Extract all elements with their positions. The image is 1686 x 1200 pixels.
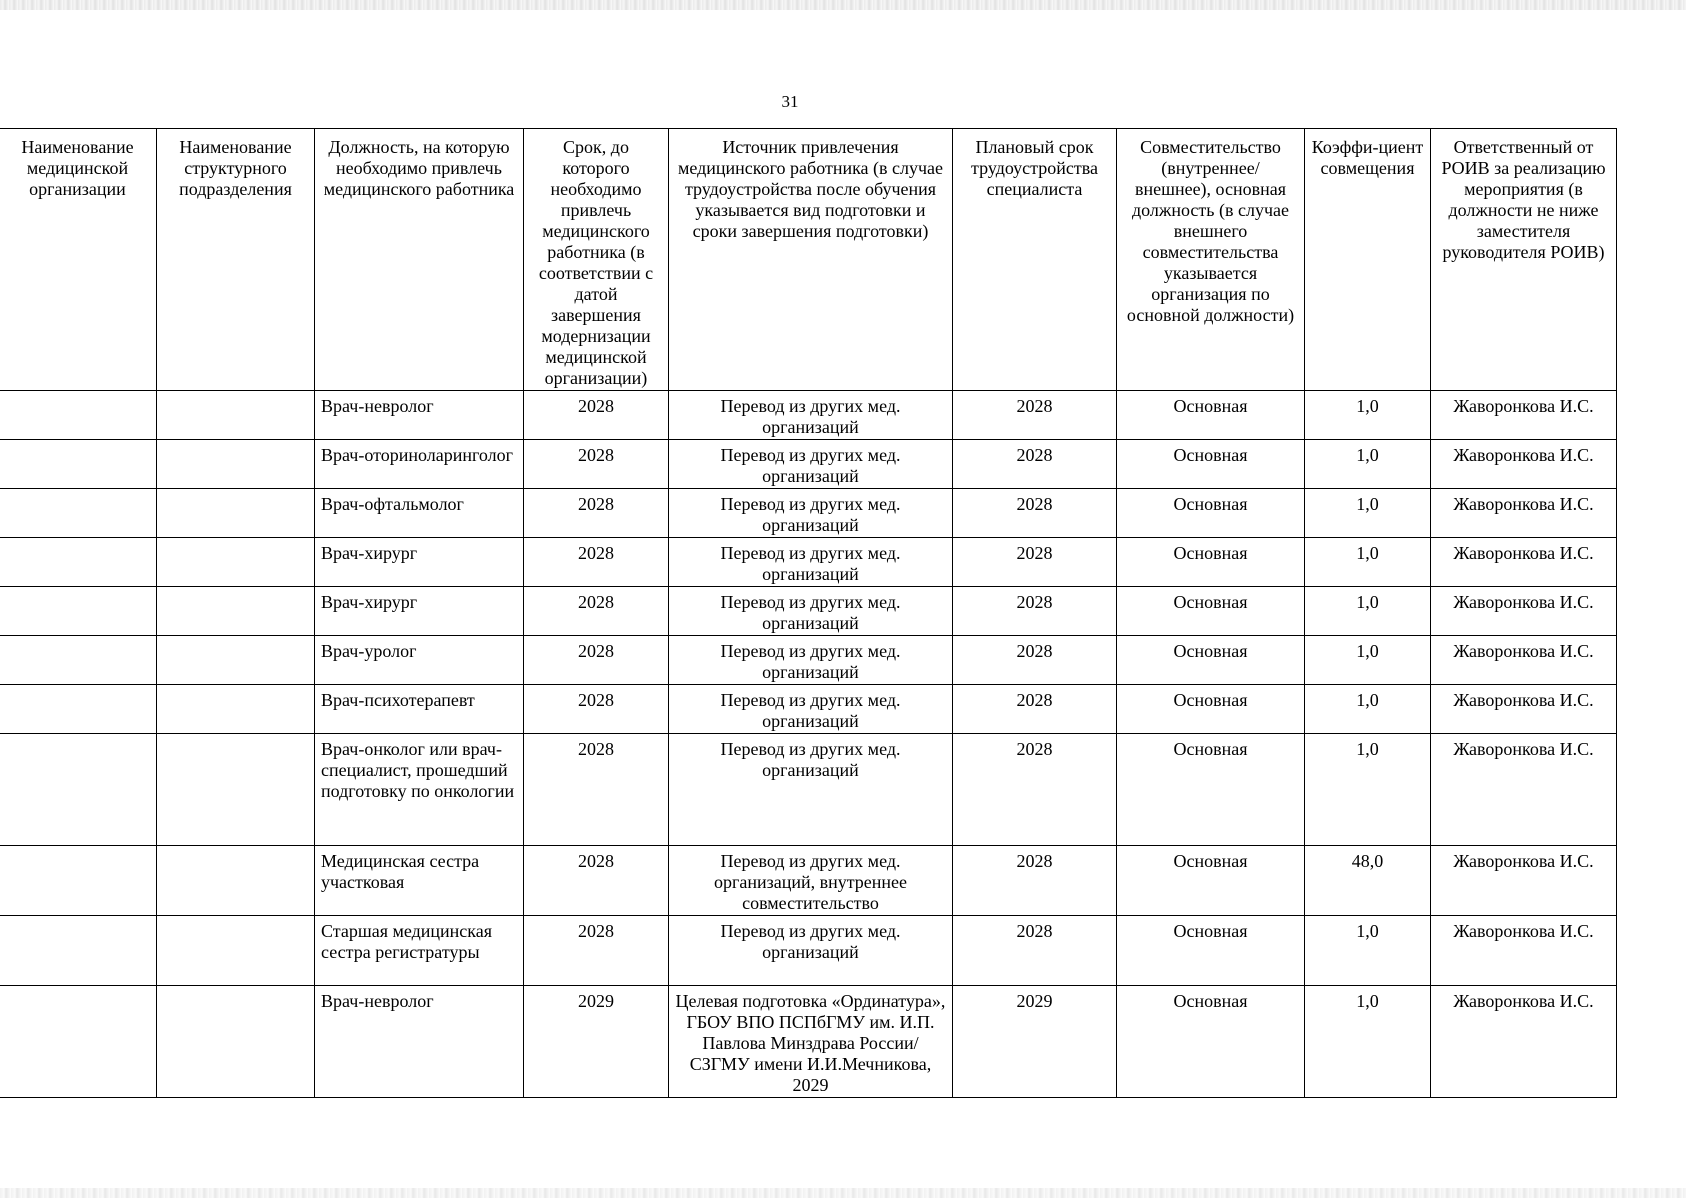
cell-org — [0, 538, 157, 587]
cell-combination: Основная — [1117, 685, 1305, 734]
table-row — [0, 685, 1617, 734]
cell-org — [0, 734, 157, 846]
cell-planned: 2028 — [953, 587, 1117, 636]
cell-coef: 1,0 — [1305, 636, 1431, 685]
cell-deadline: 2028 — [524, 440, 669, 489]
cell-position: Медицинская сестра участковая — [315, 846, 524, 916]
cell-responsible: Жаворонкова И.С. — [1431, 986, 1617, 1098]
cell-unit — [157, 440, 315, 489]
cell-position: Врач-уролог — [315, 636, 524, 685]
cell-responsible: Жаворонкова И.С. — [1431, 636, 1617, 685]
table-row — [0, 916, 1617, 986]
cell-coef: 1,0 — [1305, 538, 1431, 587]
cell-deadline: 2028 — [524, 538, 669, 587]
cell-position: Врач-невролог — [315, 986, 524, 1098]
table-row — [0, 734, 1617, 846]
cell-source: Перевод из других мед. организаций — [669, 440, 953, 489]
cell-position: Врач-хирург — [315, 587, 524, 636]
header-position: Должность, на которую необходимо привлечь медицинского работника — [315, 129, 524, 391]
cell-planned: 2028 — [953, 846, 1117, 916]
table-row — [0, 846, 1617, 916]
cell-unit — [157, 538, 315, 587]
table-row — [0, 636, 1617, 685]
cell-coef: 1,0 — [1305, 916, 1431, 986]
table-row — [0, 489, 1617, 538]
header-planned: Плановый срок трудоустройства специалиста — [953, 129, 1117, 391]
cell-unit — [157, 685, 315, 734]
cell-org — [0, 685, 157, 734]
cell-deadline: 2028 — [524, 846, 669, 916]
cell-position: Врач-офтальмолог — [315, 489, 524, 538]
cell-position: Старшая медицинская сестра регистратуры — [315, 916, 524, 986]
cell-combination: Основная — [1117, 489, 1305, 538]
cell-deadline: 2028 — [524, 916, 669, 986]
cell-coef: 1,0 — [1305, 391, 1431, 440]
cell-planned: 2028 — [953, 538, 1117, 587]
cell-combination: Основная — [1117, 846, 1305, 916]
header-responsible: Ответственный от РОИВ за реализацию мероприятия (в должности не ниже заместителя руководителя РОИВ) — [1431, 129, 1617, 391]
cell-planned: 2028 — [953, 440, 1117, 489]
cell-source: Перевод из других мед. организаций — [669, 734, 953, 846]
cell-org — [0, 587, 157, 636]
cell-coef: 1,0 — [1305, 587, 1431, 636]
cell-unit — [157, 391, 315, 440]
cell-combination: Основная — [1117, 636, 1305, 685]
cell-position: Врач-невролог — [315, 391, 524, 440]
cell-source: Перевод из других мед. организаций — [669, 587, 953, 636]
cell-deadline: 2028 — [524, 489, 669, 538]
cell-coef: 1,0 — [1305, 986, 1431, 1098]
cell-source: Перевод из других мед. организаций — [669, 391, 953, 440]
header-source: Источник привлечения медицинского работника (в случае трудоустройства после обучения указывается вид подготовки и сроки завершения подготовки) — [669, 129, 953, 391]
header-unit: Наименование структурного подразделения — [157, 129, 315, 391]
cell-combination: Основная — [1117, 734, 1305, 846]
cell-source: Перевод из других мед. организаций — [669, 538, 953, 587]
table-row — [0, 986, 1617, 1098]
cell-source: Перевод из других мед. организаций — [669, 636, 953, 685]
cell-planned: 2028 — [953, 916, 1117, 986]
cell-org — [0, 636, 157, 685]
staffing-table — [0, 128, 1617, 1098]
cell-unit — [157, 734, 315, 846]
cell-source: Перевод из других мед. организаций, внутреннее совместительство — [669, 846, 953, 916]
table-header-row — [0, 129, 1617, 391]
cell-responsible: Жаворонкова И.С. — [1431, 587, 1617, 636]
table-row — [0, 391, 1617, 440]
cell-unit — [157, 846, 315, 916]
cell-responsible: Жаворонкова И.С. — [1431, 440, 1617, 489]
cell-combination: Основная — [1117, 587, 1305, 636]
cell-deadline: 2029 — [524, 986, 669, 1098]
cell-source: Перевод из других мед. организаций — [669, 916, 953, 986]
cell-planned: 2028 — [953, 685, 1117, 734]
table-row — [0, 440, 1617, 489]
cell-position: Врач-хирург — [315, 538, 524, 587]
cell-org — [0, 916, 157, 986]
table-row — [0, 587, 1617, 636]
cell-coef: 1,0 — [1305, 489, 1431, 538]
header-org: Наименование медицинской организации — [0, 129, 157, 391]
cell-unit — [157, 489, 315, 538]
cell-deadline: 2028 — [524, 391, 669, 440]
cell-position: Врач-онколог или врач-специалист, прошедший подготовку по онкологии — [315, 734, 524, 846]
cell-combination: Основная — [1117, 391, 1305, 440]
cell-planned: 2028 — [953, 489, 1117, 538]
table-row — [0, 538, 1617, 587]
cell-unit — [157, 587, 315, 636]
cell-responsible: Жаворонкова И.С. — [1431, 538, 1617, 587]
cell-planned: 2028 — [953, 391, 1117, 440]
page-number: 31 — [781, 92, 799, 111]
cell-coef: 1,0 — [1305, 734, 1431, 846]
header-deadline: Срок, до которого необходимо привлечь медицинского работника (в соответствии с датой завершения модернизации медицинской организации) — [524, 129, 669, 391]
cell-position: Врач-оториноларинголог — [315, 440, 524, 489]
cell-org — [0, 440, 157, 489]
cell-unit — [157, 986, 315, 1098]
cell-coef: 48,0 — [1305, 846, 1431, 916]
scan-edge-top — [0, 0, 1686, 10]
cell-combination: Основная — [1117, 440, 1305, 489]
cell-deadline: 2028 — [524, 587, 669, 636]
cell-responsible: Жаворонкова И.С. — [1431, 685, 1617, 734]
cell-responsible: Жаворонкова И.С. — [1431, 391, 1617, 440]
cell-source: Перевод из других мед. организаций — [669, 685, 953, 734]
header-combination: Совместительство (внутреннее/ внешнее), основная должность (в случае внешнего совместительства указывается организация по основной должности) — [1117, 129, 1305, 391]
cell-position: Врач-психотерапевт — [315, 685, 524, 734]
cell-org — [0, 391, 157, 440]
cell-combination: Основная — [1117, 916, 1305, 986]
cell-org — [0, 489, 157, 538]
cell-combination: Основная — [1117, 538, 1305, 587]
cell-planned: 2029 — [953, 986, 1117, 1098]
cell-unit — [157, 636, 315, 685]
cell-coef: 1,0 — [1305, 440, 1431, 489]
header-coef: Коэффи-циент совмещения — [1305, 129, 1431, 391]
cell-deadline: 2028 — [524, 636, 669, 685]
scan-edge-bottom — [0, 1188, 1686, 1198]
cell-planned: 2028 — [953, 734, 1117, 846]
cell-responsible: Жаворонкова И.С. — [1431, 489, 1617, 538]
cell-deadline: 2028 — [524, 685, 669, 734]
cell-responsible: Жаворонкова И.С. — [1431, 916, 1617, 986]
cell-source: Перевод из других мед. организаций — [669, 489, 953, 538]
cell-org — [0, 986, 157, 1098]
cell-source: Целевая подготовка «Ординатура», ГБОУ ВПО ПСПбГМУ им. И.П. Павлова Минздрава России/ СЗГМУ имени И.И.Мечникова, 2029 — [669, 986, 953, 1098]
cell-unit — [157, 916, 315, 986]
cell-org — [0, 846, 157, 916]
cell-planned: 2028 — [953, 636, 1117, 685]
cell-coef: 1,0 — [1305, 685, 1431, 734]
cell-combination: Основная — [1117, 986, 1305, 1098]
cell-responsible: Жаворонкова И.С. — [1431, 734, 1617, 846]
cell-deadline: 2028 — [524, 734, 669, 846]
cell-responsible: Жаворонкова И.С. — [1431, 846, 1617, 916]
